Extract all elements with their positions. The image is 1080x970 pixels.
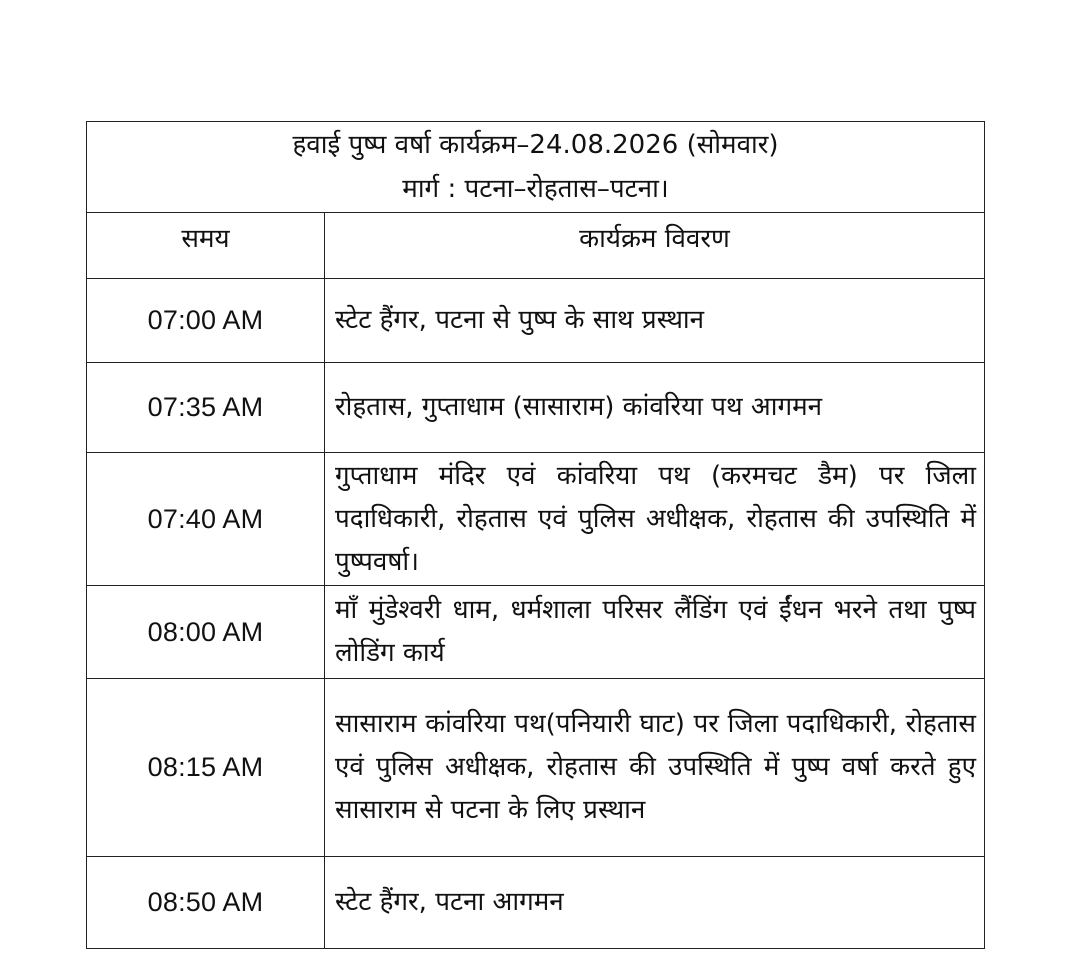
details-cell: रोहतास, गुप्ताधाम (सासाराम) कांवरिया पथ आगमन — [325, 363, 985, 453]
details-cell: सासाराम कांवरिया पथ(पनियारी घाट) पर जिला पदाधिकारी, रोहतास एवं पुलिस अधीक्षक, रोहतास की उपस्थिति में पुष्प वर्षा करते हुए सासाराम से पटना के लिए प्रस्थान — [325, 679, 985, 857]
column-header-details: कार्यक्रम विवरण — [325, 213, 985, 279]
time-cell: 08:50 AM — [87, 857, 325, 949]
time-cell: 07:00 AM — [87, 279, 325, 363]
details-cell: गुप्ताधाम मंदिर एवं कांवरिया पथ (करमचट डैम) पर जिला पदाधिकारी, रोहतास एवं पुलिस अधीक्षक, रोहतास की उपस्थिति में पुष्पवर्षा। — [325, 453, 985, 586]
time-cell: 08:00 AM — [87, 586, 325, 679]
schedule-table — [86, 121, 985, 949]
time-cell: 08:15 AM — [87, 679, 325, 857]
title-cell — [87, 122, 985, 213]
header-row — [87, 213, 985, 279]
details-cell: माँ मुंडेश्वरी धाम, धर्मशाला परिसर लैंडिंग एवं ईंधन भरने तथा पुष्प लोडिंग कार्य — [325, 586, 985, 679]
details-cell: स्टेट हैंगर, पटना आगमन — [325, 857, 985, 949]
table-row — [87, 453, 985, 586]
column-header-time: समय — [87, 213, 325, 279]
table-row — [87, 857, 985, 949]
time-cell: 07:40 AM — [87, 453, 325, 586]
table-row — [87, 279, 985, 363]
details-cell: स्टेट हैंगर, पटना से पुष्प के साथ प्रस्थान — [325, 279, 985, 363]
time-cell: 07:35 AM — [87, 363, 325, 453]
route-line: मार्ग : पटना–रोहतास–पटना। — [402, 174, 669, 204]
table-row — [87, 679, 985, 857]
title-row — [87, 122, 985, 213]
table-row — [87, 363, 985, 453]
document-title: हवाई पुष्प वर्षा कार्यक्रम–24.08.2026 (सोमवार) — [292, 130, 779, 160]
table-row — [87, 586, 985, 679]
